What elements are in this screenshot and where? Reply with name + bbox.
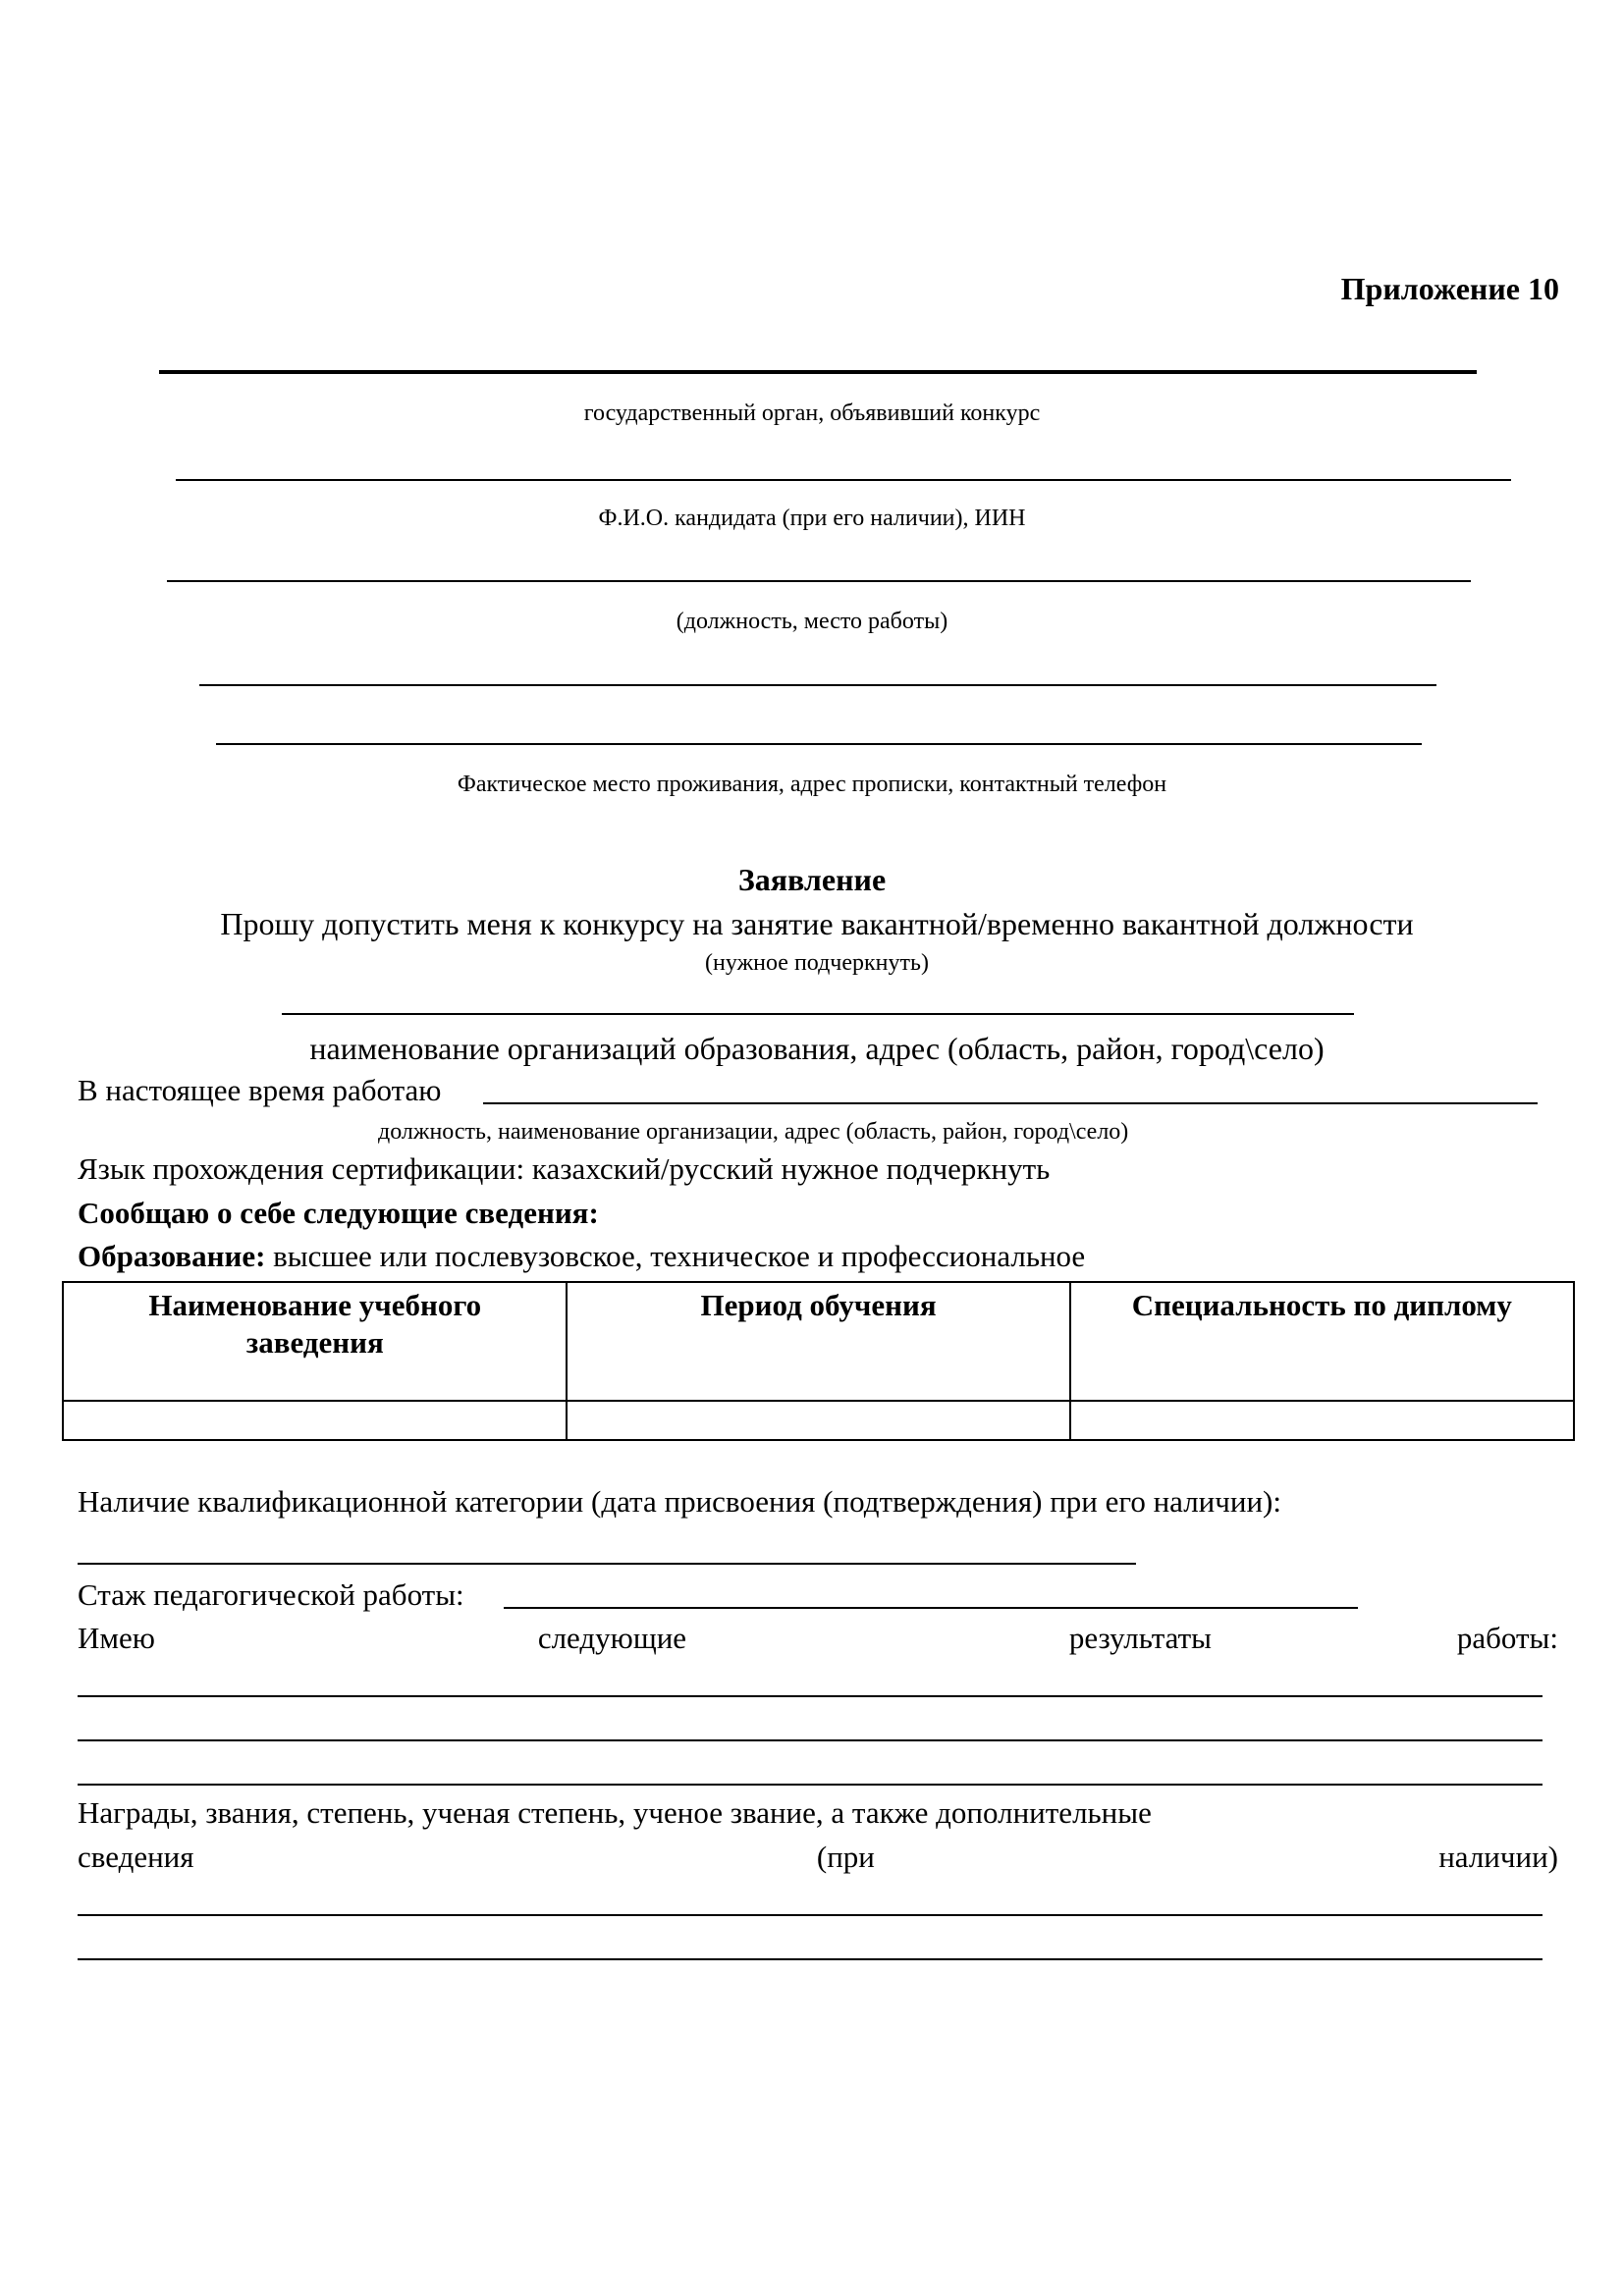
results-word-1: Имею bbox=[78, 1621, 155, 1655]
fio-caption: Ф.И.О. кандидата (при его наличии), ИИН bbox=[598, 506, 1026, 531]
fio-blank-line[interactable] bbox=[176, 479, 1511, 481]
about-heading: Сообщаю о себе следующие сведения: bbox=[78, 1196, 599, 1230]
address-blank-line-2[interactable] bbox=[216, 743, 1422, 745]
education-line bbox=[78, 1239, 1085, 1274]
education-table bbox=[62, 1281, 1575, 1441]
period-cell[interactable] bbox=[567, 1401, 1069, 1440]
institution-header: Наименование учебного заведения bbox=[63, 1282, 567, 1401]
org-blank-line[interactable] bbox=[159, 370, 1477, 374]
position-blank-line[interactable] bbox=[167, 580, 1471, 582]
org-caption: государственный орган, объявивший конкурс bbox=[583, 400, 1041, 426]
experience-blank-line[interactable] bbox=[504, 1607, 1358, 1609]
current-job-blank-line[interactable] bbox=[483, 1102, 1538, 1104]
organization-caption: наименование организаций образования, адрес (область, район, город\село) bbox=[309, 1031, 1325, 1066]
results-word-2: следующие bbox=[537, 1621, 687, 1655]
awards-blank-line-1[interactable] bbox=[78, 1914, 1543, 1916]
organization-blank-line[interactable] bbox=[282, 1013, 1354, 1015]
period-header: Период обучения bbox=[567, 1282, 1069, 1401]
institution-cell[interactable] bbox=[63, 1401, 567, 1440]
results-line bbox=[78, 1621, 1558, 1656]
education-label: Образование: bbox=[78, 1239, 266, 1273]
results-blank-line-2[interactable] bbox=[78, 1739, 1543, 1741]
awards-text: Награды, звания, степень, ученая степень, ученое звание, а также дополнительные bbox=[78, 1795, 1152, 1830]
table-header-row bbox=[63, 1282, 1574, 1401]
address-caption: Фактическое место проживания, адрес прописки, контактный телефон bbox=[457, 772, 1167, 797]
results-blank-line-1[interactable] bbox=[78, 1695, 1543, 1697]
current-job-caption: должность, наименование организации, адрес (область, район, город\село) bbox=[378, 1119, 1129, 1145]
position-caption: (должность, место работы) bbox=[676, 609, 948, 634]
certification-language: Язык прохождения сертификации: казахский/русский нужное подчеркнуть bbox=[78, 1151, 1051, 1186]
results-blank-line-3[interactable] bbox=[78, 1784, 1543, 1786]
underline-note: (нужное подчеркнуть) bbox=[705, 950, 929, 976]
experience-label: Стаж педагогической работы: bbox=[78, 1577, 464, 1612]
appendix-label: Приложение 10 bbox=[1340, 271, 1559, 306]
qualification-blank-line[interactable] bbox=[78, 1563, 1136, 1565]
awards-line-2 bbox=[78, 1840, 1558, 1875]
results-word-3: результаты bbox=[1068, 1621, 1212, 1655]
awards-word-3: наличии) bbox=[1438, 1840, 1558, 1874]
education-text: высшее или послевузовское, техническое и профессиональное bbox=[265, 1239, 1086, 1273]
table-row bbox=[63, 1401, 1574, 1440]
address-blank-line-1[interactable] bbox=[199, 684, 1436, 686]
qualification-text: Наличие квалификационной категории (дата присвоения (подтверждения) при его наличии): bbox=[78, 1484, 1281, 1519]
results-word-4: работы: bbox=[1456, 1621, 1558, 1655]
request-text: Прошу допустить меня к конкурсу на занятие вакантной/временно вакантной должности bbox=[220, 906, 1414, 941]
awards-word-2: (при bbox=[816, 1840, 875, 1874]
specialty-header: Специальность по диплому bbox=[1070, 1282, 1574, 1401]
awards-blank-line-2[interactable] bbox=[78, 1958, 1543, 1960]
awards-word-1: сведения bbox=[78, 1840, 194, 1874]
statement-title: Заявление bbox=[737, 862, 887, 897]
specialty-cell[interactable] bbox=[1070, 1401, 1574, 1440]
current-job-label: В настоящее время работаю bbox=[78, 1073, 442, 1107]
